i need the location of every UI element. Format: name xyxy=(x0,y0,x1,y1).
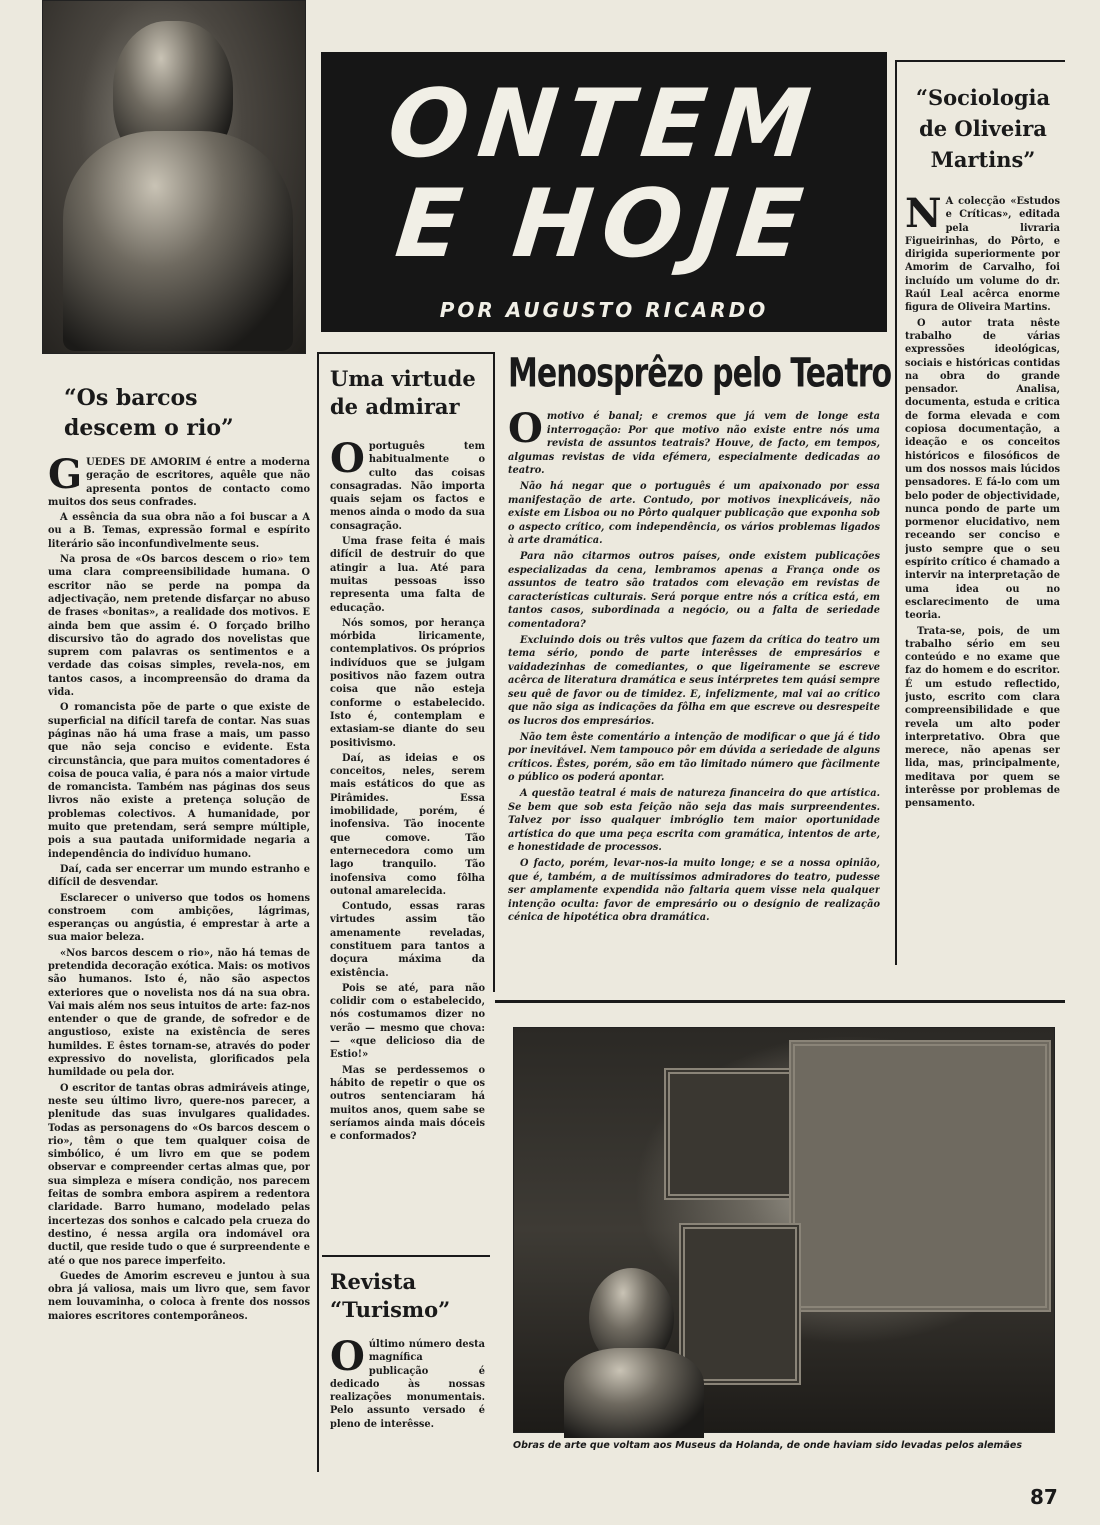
col2-paragraph: Nós somos, por herança mórbida liricamente, contemplativos. Os próprios indivíduos que se julgam positivos não fazem outra coisa que não esteja conforme o estabelecido. Isto é, contemplam e extasiam-se diante do seu positivismo. xyxy=(330,617,485,749)
col2b-article-body xyxy=(330,1338,485,1463)
col3-article-body xyxy=(508,410,880,990)
col2-paragraph: Contudo, essas raras virtudes assim tão amenamente reveladas, constituem para tantos a doçura máxima da existência. xyxy=(330,901,485,979)
col1-paragraph: UEDES DE AMORIM é entre a moderna geração de escritores, aquêle que não apresenta pontos de contacto como muitos dos seus confrades. xyxy=(48,457,310,508)
col4-article-body xyxy=(905,195,1060,965)
col2-dropcap: O xyxy=(330,440,365,482)
col2-title: Uma virtude de admirar xyxy=(330,366,476,419)
col2-paragraph: Uma frase feita é mais difícil de destruir do que atingir a lua. Até para muitas pessoas isso representa uma falta de educação. xyxy=(330,536,485,614)
top-right-rule xyxy=(895,60,1065,62)
museum-artwork-photo xyxy=(513,1027,1055,1433)
right-column-divider xyxy=(895,60,897,965)
banner-title-line1: ONTEM xyxy=(383,70,825,179)
col3-headline: Menosprêzo pelo Teatro xyxy=(508,350,892,398)
author-portrait-photo xyxy=(42,0,306,354)
section-banner xyxy=(321,52,887,332)
col4-paragraph: O autor trata nêste trabalho de várias expressões ideológicas, sociais e históricas contidas na obra do grande pensador. Analisa, documenta, estuda e critica de forma elevada e com copiosa documentação, a ideação e os conceitos históricos e filosóficos de um dos nossos mais lúcidos pensadores. E fá-lo com um belo poder de objectividade, nunca pondo de parte um pormenor elucidativo, nem receando ser conciso e justo sempre que o seu espírito crítico é chamado a intervir na interpretação de uma idea ou no esclarecimento de uma teoria. xyxy=(905,317,1060,622)
col1-dropcap: G xyxy=(48,456,83,498)
col1-title: “Os barcos descem o rio” xyxy=(64,385,234,441)
col1-paragraph: Daí, cada ser encerrar um mundo estranho e difícil de desvendar. xyxy=(48,863,310,889)
photo-top-rule xyxy=(495,1000,1065,1003)
col2b-paragraph: último número desta magnífica publicação é dedicado às nossas realizações monumentais. Pelo assunto versado é pleno de interêsse. xyxy=(330,1339,485,1430)
col2-paragraph: Mas se perdessemos o hábito de repetir o que os outros sentenciaram há muitos anos, quem sabe se seríamos ainda mais dóceis e conformados? xyxy=(330,1064,485,1143)
col1-paragraph: O escritor de tantas obras admiráveis atinge, neste seu último livro, quere-nos parecer, a plenitude das suas invulgares qualidades. Todas as personagens do «Os barcos descem o rio», têm o que tem qualquer coisa de simbólico, é um livro em que se podem observar e compreender certas almas que, por sua simpleza e mísera condição, nos parecem feitas de sombra embora aspirem a redentora claridade. Barro humano, modelado pelas incertezas dos sonhos e calcado pela crueza do destino, é nessa argila ora indomável ora ductil, que reside tudo o que é surpreendente e até o que nos parece imperfeito. xyxy=(48,1082,310,1267)
left-column-divider xyxy=(317,352,319,1472)
col2-paragraph: português tem habitualmente o culto das coisas consagradas. Não importa quais sejam os factos e menos ainda o modo da sua consagração. xyxy=(330,441,485,532)
col4-paragraph: A colecção «Estudos e Críticas», editada pela livraria Figueirinhas, do Pôrto, e dirigida superiormente por Amorim de Carvalho, foi incluído um volume do dr. Raúl Leal acêrca enorme figura de Oliveira Martins. xyxy=(905,196,1060,314)
col3-paragraph: A questão teatral é mais de natureza financeira do que artística. Se bem que sob esta feição não seja das mais surpreendentes. Talvez por isso qualquer imbróglio tem maior oportunidade artística do que uma peça escrita com gramática, intentos de arte, e honestidade de processos. xyxy=(508,788,880,854)
col3-paragraph: Não há negar que o português é um apaixonado por essa manifestação de arte. Contudo, por motivos inexplicáveis, não existe em Lisboa ou no Pôrto qualquer publicação que exponha sob o aspecto crítico, com independência, os vários problemas ligados à arte dramática. xyxy=(508,480,880,547)
col1-paragraph: Guedes de Amorim escreveu e juntou à sua obra já valiosa, mais um livro que, sem favor nem louvaminha, o coloca à frente dos nossos maiores escritores contemporâneos. xyxy=(48,1270,310,1322)
col3-paragraph: motivo é banal; e cremos que já vem de longe esta interrogação: Por que motivo não existe entre nós uma revista de assuntos teatrais? Houve, de facto, em tempos, algumas revistas de vida efémera, especialmente dedicadas ao teatro. xyxy=(508,411,880,477)
col2b-title: Revista “Turismo” xyxy=(330,1269,451,1322)
col3-dropcap: O xyxy=(508,410,543,452)
col1-paragraph: Na prosa de «Os barcos descem o rio» tem uma clara compreensibilidade humana. O escritor não se perde na pompa da adjectivação, nem pretende disfarçar no abuso de frases «bonitas», a realidade dos motivos. E ainda bem que assim é. O forçado brilho discursivo tão do agrado dos novelistas que suprem com palavras os sentimentos e a verdade das coisas simples, revela-nos, em tantos casos, a incompreensão do drama da vida. xyxy=(48,554,310,699)
col4-paragraph: Trata-se, pois, de um trabalho sério em seu conteúdo e no exame que faz do homem e do escritor. É um estudo reflectido, justo, escrito com clara compreensibilidade e que revela um alto poder interpretativo. Obra que merece, não apenas ser lida, mas, principalmente, meditava por quem se interêsse por problemas de pensamento. xyxy=(905,625,1060,810)
col3-paragraph: O facto, porém, levar-nos-ia muito longe; e se a nossa opinião, que é, também, a de muitíssimos admiradores do teatro, pudesse ser amplamente expendida não faltaria quem visse nela qualquer intenção oculta: favor de empresário ou o desígnio de realização cénica de hipotética obra dramática. xyxy=(508,858,880,924)
banner-byline: POR AUGUSTO RICARDO xyxy=(439,298,769,322)
mid-column-top-rule xyxy=(317,352,495,354)
col1-paragraph: O romancista põe de parte o que existe de superficial na difícil tarefa de contar. Nas suas páginas não há uma frase a mais, um passo que não seja conciso e evidente. Esta circunstância, que para muitos comentadores é coisa de pouca valia, é para nós a maior virtude de romancista. Também nas páginas dos seus livros não existe a pretença solução de problemas colectivos. A humanidade, por muito que pretendam, será sempre múltiple, pois a sua pautada uniformidade negaria a independência do indivíduo humano. xyxy=(48,702,310,860)
col2-article-body xyxy=(330,440,485,1245)
photo-caption: Obras de arte que voltam aos Museus da Holanda, de onde haviam sido levadas pelos alemães xyxy=(513,1440,1022,1451)
col3-paragraph: Excluindo dois ou três vultos que fazem da crítica do teatro um tema sério, pondo de parte interêsses de empresários e vaidadezinhas de comediantes, o que ligeiramente se escreve acêrca de literatura dramática e seus intérpretes tem quási sempre seu quê de favor ou de timidez. E, infelizmente, mal vai ao crítico que não siga as indicações da fôlha em que escreve ou desrespeite os lucros dos empresários. xyxy=(508,634,880,728)
col2b-dropcap: O xyxy=(330,1338,365,1380)
col3-paragraph: Não tem êste comentário a intenção de modificar o que já é tido por inevitável. Nem tampouco pôr em dúvida a seriedade de alguns críticos. Êstes, porém, são em tão limitado número que fàcilmente o público os poderá apontar. xyxy=(508,731,880,784)
col1-paragraph: Esclarecer o universo que todos os homens constroem com ambições, lágrimas, esperanças ou angústia, é emprestar à arte a sua maior beleza. xyxy=(48,892,310,944)
col1-paragraph: A essência da sua obra não a foi buscar a A ou a B. Temas, expressão formal e espírito literário são inconfundìvelmente seus. xyxy=(48,512,310,550)
col2-paragraph: Daí, as ideias e os conceitos, neles, serem mais estáticos do que as Pirâmides. Essa imobilidade, porém, é inofensiva. Tão inocente que comove. Tão enternecedora como um lago tranquilo. Tão inofensiva como fôlha outonal amarelecida. xyxy=(330,752,485,897)
col4-dropcap: N xyxy=(905,195,942,237)
col2-separator-rule xyxy=(322,1255,490,1257)
middle-column-divider xyxy=(493,352,495,992)
col1-paragraph: «Nos barcos descem o rio», não há temas de pretendida decoração exótica. Mais: os motivos são humanos. Isto é, não são aspectos exteriores que o novelista nos dá na sua obra. Vai mais além nos seus intuitos de arte: faz-nos entender o que de grande, de sofredor e de angustioso, existe na existência de seres humildes. E êstes tornam-se, através do poder expressivo do novelista, glorificados pela humildade ou pela dor. xyxy=(48,947,310,1079)
page-number: 87 xyxy=(1030,1485,1058,1509)
col2-paragraph: Pois se até, para não colidir com o estabelecido, nós costumamos dizer no verão — mesmo que chova: — «que delicioso dia de Estio!» xyxy=(330,982,485,1061)
col3-paragraph: Para não citarmos outros países, onde existem publicações especializadas da cena, lembramos apenas a França onde os assuntos de teatro são tratados com elevação em revistas de características culturais. Será porque entre nós a crítica está, em tantos casos, subordinada a negócio, ou a falta de seriedade comentadora? xyxy=(508,550,880,630)
col4-title: “Sociologia de Oliveira Martins” xyxy=(915,85,1051,172)
banner-title-line2: E HOJE xyxy=(390,170,818,279)
col1-article-body xyxy=(48,456,310,1471)
